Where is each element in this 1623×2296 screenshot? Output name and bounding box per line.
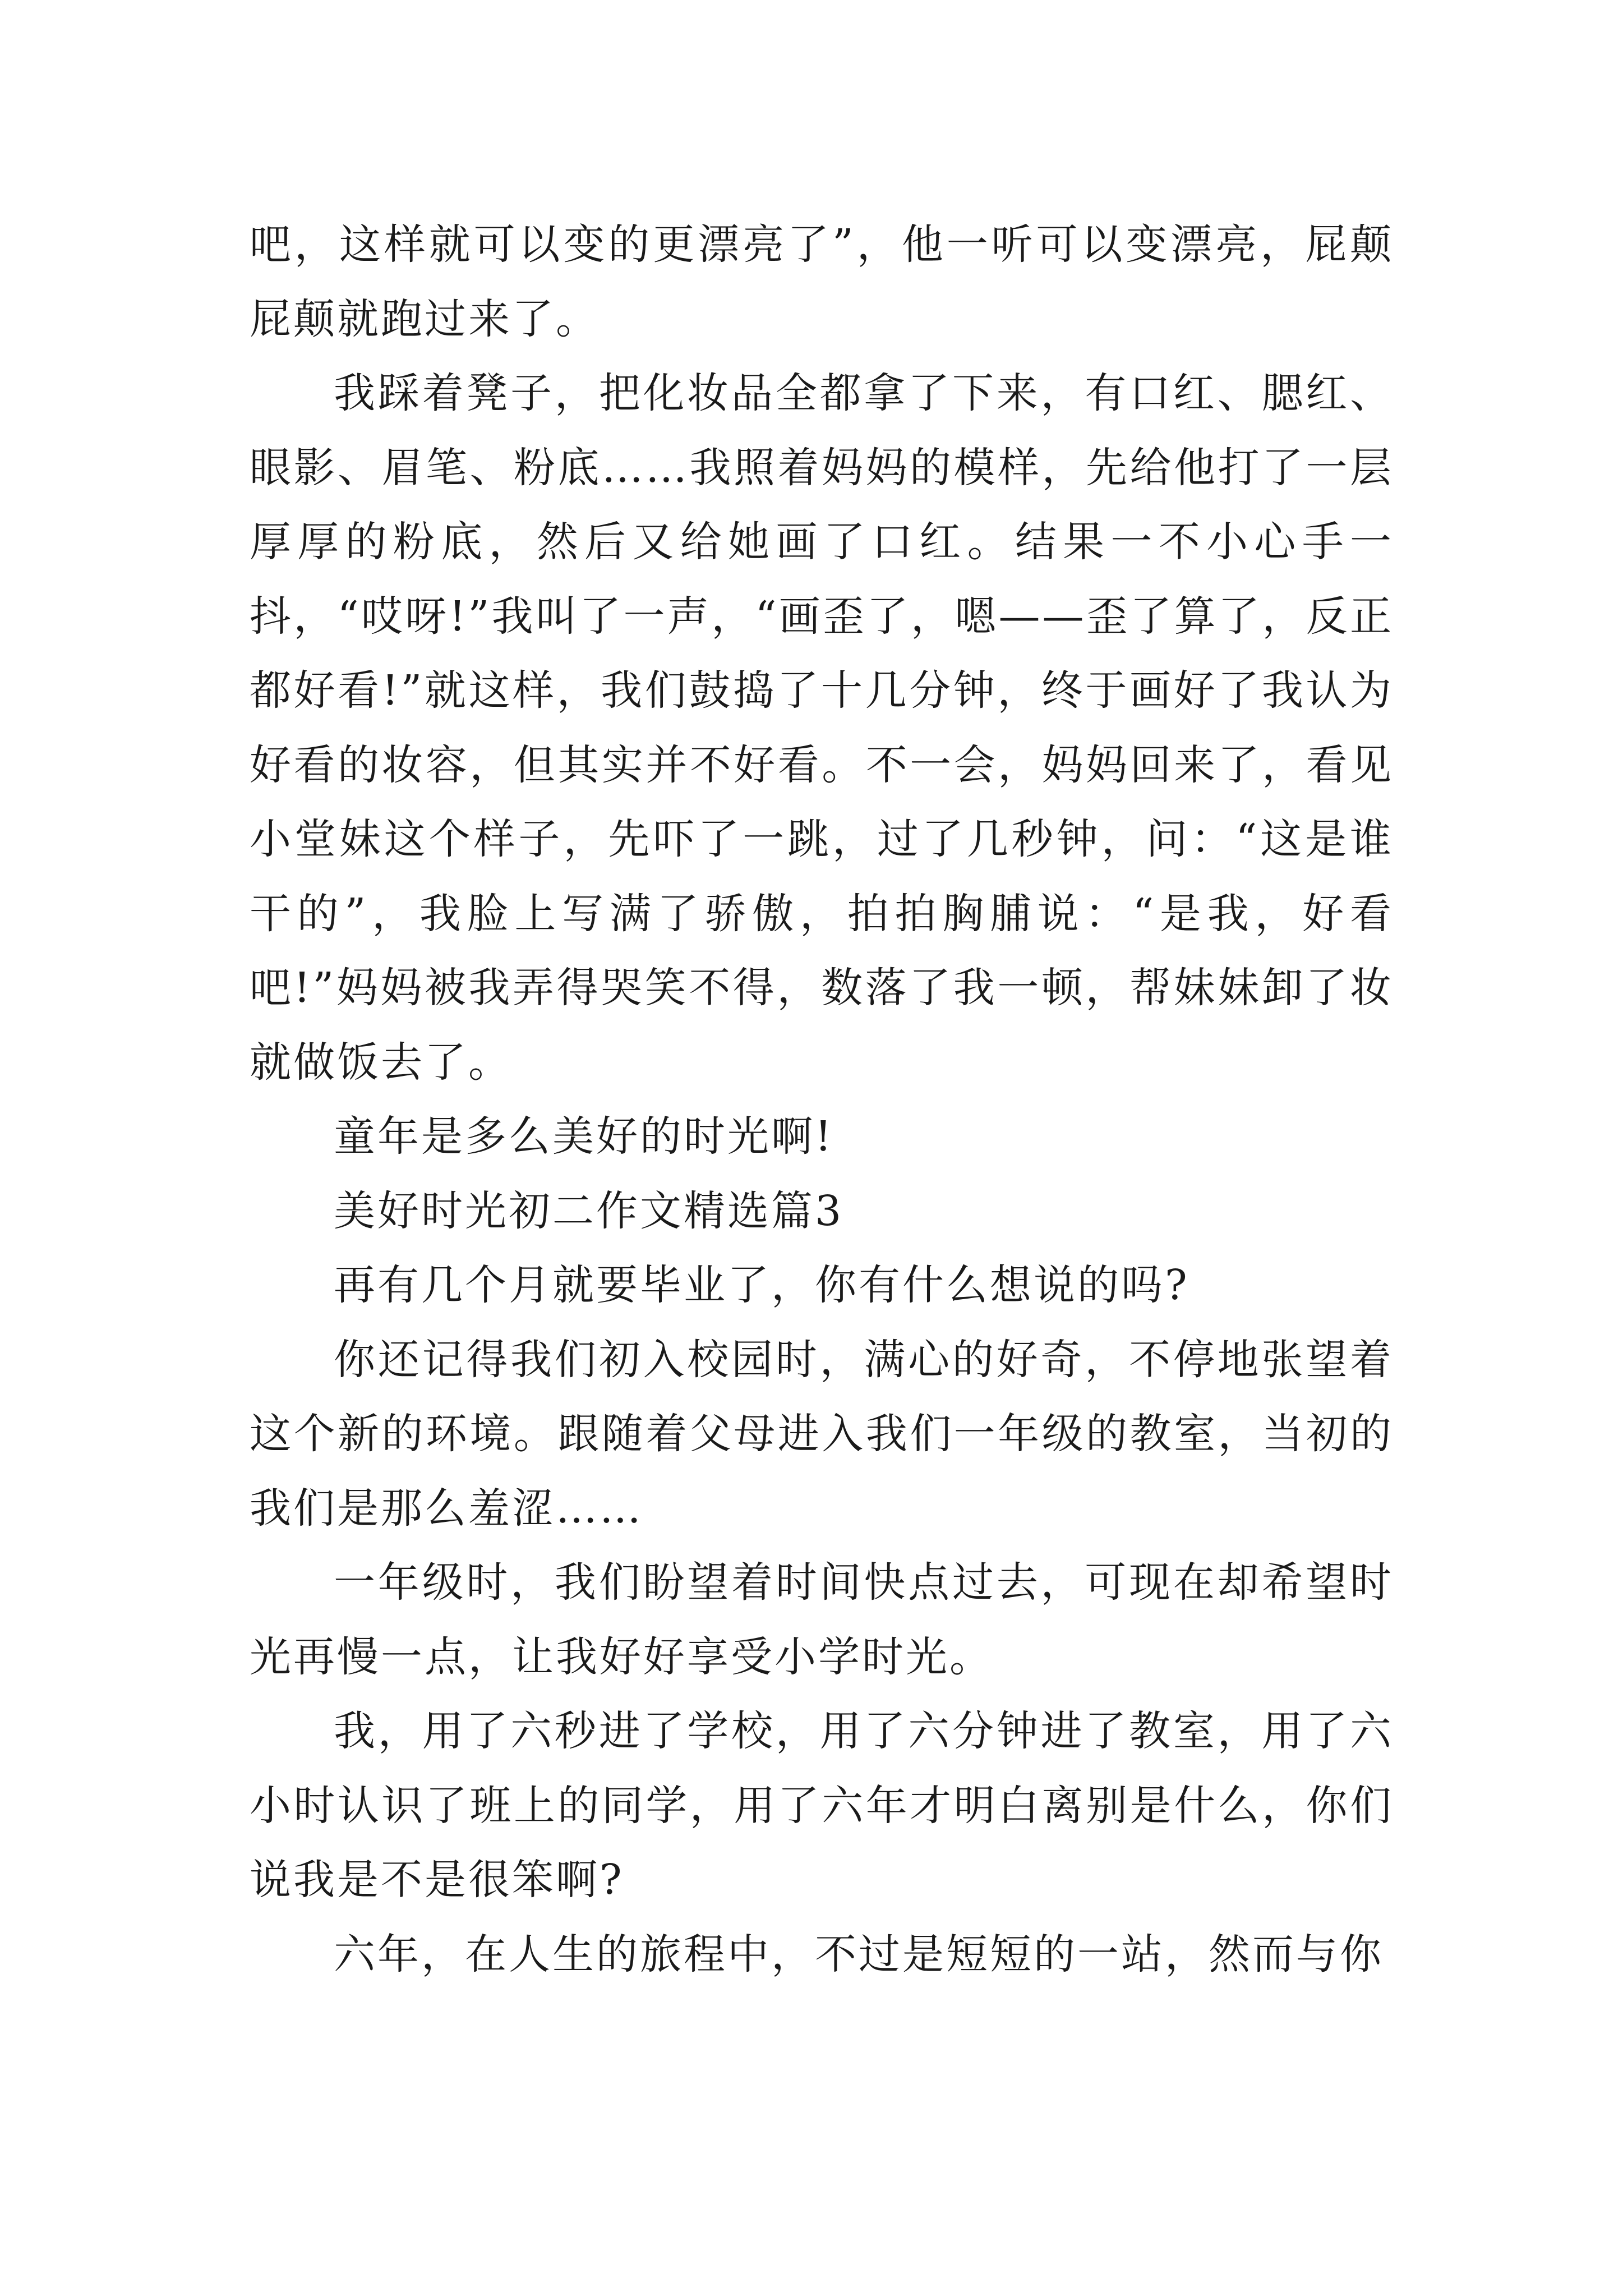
article-body	[250, 208, 1394, 1991]
paragraph: 六年，在人生的旅程中，不过是短短的一站，然而与你	[334, 1930, 1384, 1978]
paragraph: 一年级时，我们盼望着时间快点过去，可现在却希望时光再慢一点，让我好好享受小学时光。	[250, 1558, 1394, 1681]
paragraph: 再有几个月就要毕业了，你有什么想说的吗?	[334, 1261, 1189, 1309]
paragraph: 我，用了六秒进了学校，用了六分钟进了教室，用了六小时认识了班上的同学，用了六年才明白离别是什么，你们说我是不是很笨啊?	[250, 1707, 1394, 1904]
paragraph: 吧，这样就可以变的更漂亮了”，他一听可以变漂亮，屁颠屁颠就跑过来了。	[250, 220, 1394, 343]
paragraph: 你还记得我们初入校园时，满心的好奇，不停地张望着这个新的环境。跟随着父母进入我们一年级的教室，当初的我们是那么羞涩……	[250, 1335, 1394, 1533]
paragraph: 我踩着凳子，把化妆品全都拿了下来，有口红、腮红、眼影、眉笔、粉底……我照着妈妈的模样，先给他打了一层厚厚的粉底，然后又给她画了口红。结果一不小心手一抖，“哎呀!”我叫了一声，“画歪了，嗯——歪了算了，反正都好看!”就这样，我们鼓捣了十几分钟，终于画好了我认为好看的妆容，但其实并不好看。不一会，妈妈回来了，看见小堂妹这个样子，先吓了一跳，过了几秒钟，问：“这是谁干的”，我脸上写满了骄傲，拍拍胸脯说：“是我，好看吧!”妈妈被我弄得哭笑不得，数落了我一顿，帮妹妹卸了妆就做饭去了。	[250, 369, 1394, 1087]
section-heading: 美好时光初二作文精选篇3	[334, 1186, 844, 1235]
paragraph: 童年是多么美好的时光啊!	[334, 1112, 834, 1161]
